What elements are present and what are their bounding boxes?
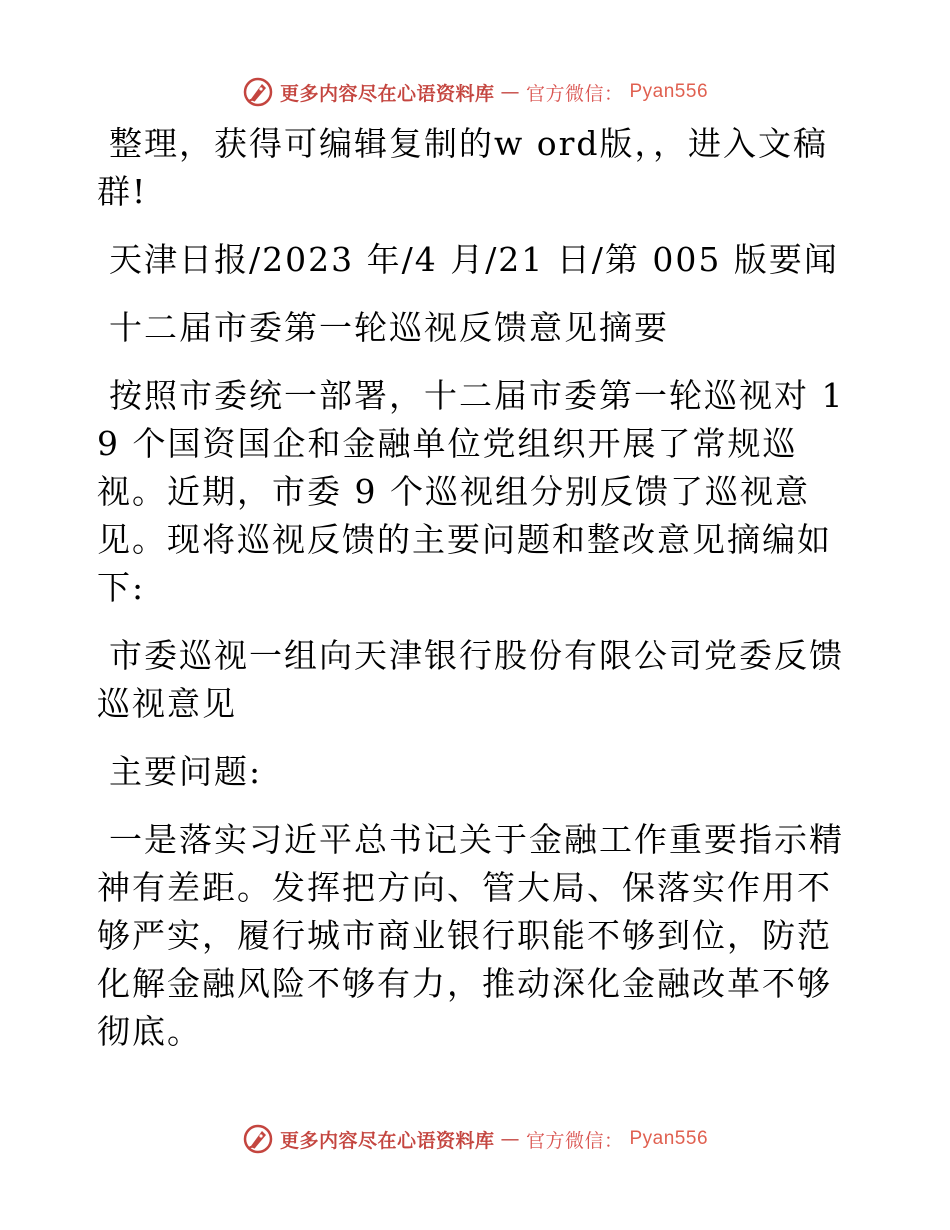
watermark-sub-text: 官方微信：: [525, 1129, 624, 1152]
page-footer-watermark: [0, 1121, 950, 1157]
watermark-group: [242, 1123, 708, 1155]
pen-nib-logo-icon: [242, 1123, 274, 1155]
watermark-sub-text: 官方微信：: [525, 82, 624, 105]
paragraph-source-line: 天津日报/2023 年/4 月/21 日/第 005 版要闻: [109, 240, 839, 279]
paragraph-title: 十二届市委第一轮巡视反馈意见摘要: [109, 308, 669, 347]
pen-nib-logo-icon: [242, 76, 274, 108]
paragraph-issue-one: 一是落实习近平总书记关于金融工作重要指示精神有差距。发挥把方向、管大局、保落实作用不够严实，履行城市商业银行职能不够到位，防范化解金融风险不够有力，推动深化金融改革不够彻底。: [97, 820, 844, 1051]
paragraph-intro: 整理，获得可编辑复制的w ord版，，进入文稿群!: [97, 124, 829, 211]
document-body: [97, 120, 857, 1056]
watermark-group: [242, 76, 708, 108]
paragraph-overview: 按照市委统一部署，十二届市委第一轮巡视对 19 个国资国企和金融单位党组织开展了常规巡视。近期，市委 9 个巡视组分别反馈了巡视意见。现将巡视反馈的主要问题和整改意见摘编如下:: [97, 376, 845, 607]
paragraph-group-heading: 市委巡视一组向天津银行股份有限公司党委反馈巡视意见: [97, 636, 844, 723]
watermark-wechat-id: Pyan556: [629, 1128, 709, 1149]
page-header-watermark: [0, 74, 950, 110]
watermark-wechat-id: Pyan556: [629, 81, 709, 102]
watermark-main-text: 更多内容尽在心语资料库: [279, 82, 495, 105]
watermark-dash: —: [500, 1128, 520, 1150]
watermark-dash: —: [500, 81, 520, 103]
watermark-main-text: 更多内容尽在心语资料库: [279, 1129, 495, 1152]
paragraph-main-issues-label: 主要问题:: [109, 752, 263, 791]
